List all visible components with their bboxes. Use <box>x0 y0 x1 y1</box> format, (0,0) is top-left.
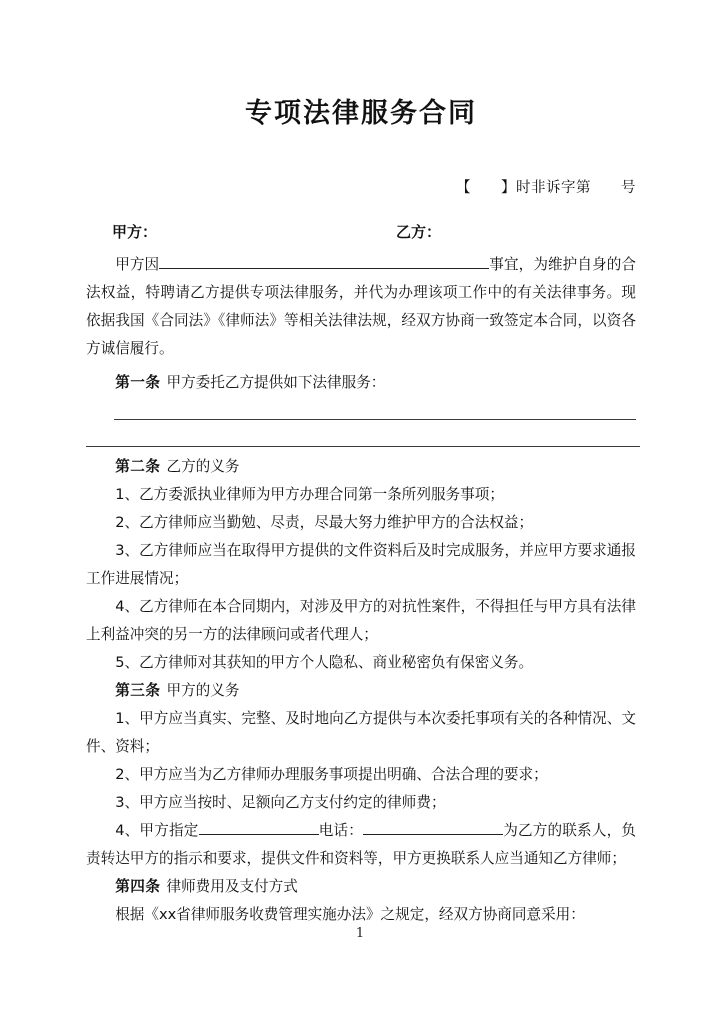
clause-3-title: 甲方的义务 <box>166 682 240 700</box>
page-title: 专项法律服务合同 <box>245 98 477 129</box>
document-content <box>86 0 636 929</box>
clause-1-fill-lines <box>86 419 636 447</box>
preamble-blank-field[interactable] <box>159 251 489 269</box>
clause-3-item-4-phone-label: 电话： <box>318 822 364 840</box>
clause-1-heading <box>86 369 636 397</box>
clause-3-item-3: 3、甲方应当按时、足额向乙方支付约定的律师费； <box>115 794 446 812</box>
clause-2-item-2: 2、乙方律师应当勤勉、尽责，尽最大努力维护甲方的合法权益； <box>115 514 534 532</box>
clause-3-heading <box>86 677 636 705</box>
preamble-body-text: 事宜，为维护自身的合法权益，特聘请乙方提供专项法律服务，并代为办理该项工作中的有关法律事务。现依据我国《合同法》《律师法》等相关法律法规，经双方协商一致签定本合同，以资各方诚信履行。 <box>86 256 636 358</box>
clause-1-title: 甲方委托乙方提供如下法律服务： <box>166 374 386 392</box>
clause-4-heading <box>86 873 636 901</box>
preamble-lead-in: 甲方因 <box>115 256 160 274</box>
clause-3-item-2: 2、甲方应当为乙方律师办理服务事项提出明确、合法合理的要求； <box>115 766 548 784</box>
contact-person-blank-field[interactable] <box>199 817 319 835</box>
clause-2-item-5: 5、乙方律师对其获知的甲方个人隐私、商业秘密负有保密义务。 <box>115 654 534 672</box>
clause-2-item-4: 4、乙方律师在本合同期内，对涉及甲方的对抗性案件，不得担任与甲方具有法律上利益冲突的另一方的法律顾问或者代理人； <box>86 598 636 644</box>
clause-4-title: 律师费用及支付方式 <box>166 878 298 896</box>
party-b-label: 乙方： <box>396 223 442 242</box>
clause-2-item-3: 3、乙方律师应当在取得甲方提供的文件资料后及时完成服务，并应甲方要求通报工作进展情况； <box>86 542 636 588</box>
clause-3-item-4-tail: 为乙方的联系人，负责转达甲方的指示和要求，提供文件和资料等，甲方更换联系人应当通知乙方律师； <box>86 822 636 868</box>
clause-3-item-4 <box>86 817 636 873</box>
clause-4-item-1: 根据《xx省律师服务收费管理实施办法》之规定，经双方协商同意采用： <box>115 906 585 924</box>
parties-row <box>86 221 636 251</box>
clause-2-number: 第二条 <box>115 458 161 476</box>
clause-2-heading <box>86 453 636 481</box>
clause-3-item-1: 1、甲方应当真实、完整、及时地向乙方提供与本次委托事项有关的各种情况、文件、资料； <box>86 710 636 756</box>
clause-2-title: 乙方的义务 <box>166 458 240 476</box>
page-number: 1 <box>355 926 365 941</box>
preamble-paragraph <box>86 251 636 363</box>
clause-1-number: 第一条 <box>115 374 161 392</box>
clause-3-number: 第三条 <box>115 682 161 700</box>
clause-2-item-1: 1、乙方委派执业律师为甲方办理合同第一条所列服务事项； <box>115 486 504 504</box>
clause-1-blank-rule-1[interactable] <box>114 419 636 420</box>
party-a-label: 甲方： <box>112 223 158 242</box>
case-number-line: 【 】时非诉字第 号 <box>456 180 636 197</box>
contact-phone-blank-field[interactable] <box>363 817 503 835</box>
clause-4-number: 第四条 <box>115 878 161 896</box>
clause-3-item-4-lead-in: 4、甲方指定 <box>115 822 199 840</box>
